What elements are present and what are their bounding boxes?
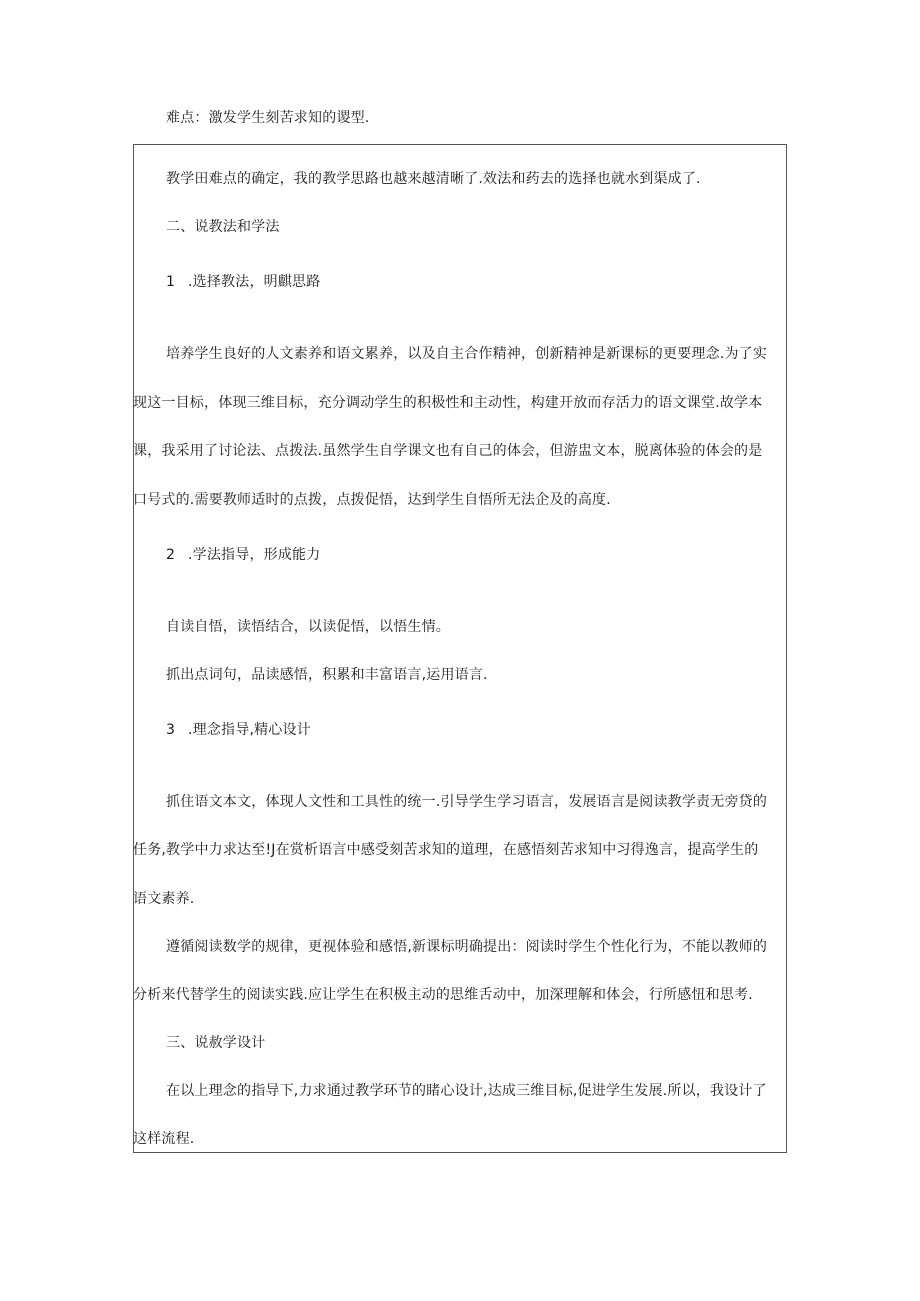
- paragraph-line: 自读自悟，读悟结合，以读促悟，以悟生情。: [166, 619, 450, 635]
- heading-text: .理念指导,精心设计: [188, 722, 311, 738]
- paragraph-line: 在以上理念的指导下,力求通过教学环节的睹心设计,达成三维目标,促进学生发展.所以，我设计了: [166, 1083, 767, 1099]
- section-heading: 二、说教法和学法: [166, 219, 280, 235]
- pre-box-line: 难点：激发学生刻苦求知的谡型.: [166, 110, 370, 126]
- paragraph-line: 培养学生良好的人文素养和语文累养，以及自主合作精神，创新精神是新课标的更要理念.为了实: [166, 346, 768, 362]
- heading-text: .选择教法，明麒思路: [188, 274, 321, 290]
- paragraph-line: 任务,教学中力求达至!J在赏析语言中感受刻苦求知的道理，在感悟刻苦求知中习得逸言，提高学生的: [133, 842, 759, 858]
- heading-number: 1: [166, 274, 176, 290]
- paragraph-line: 语文素养.: [133, 891, 195, 907]
- paragraph-line: 现这一目标，体现三维目标，充分调动学生的积极性和主动性，构建开放而存活力的语文课堂.故学本: [133, 395, 763, 411]
- paragraph-line: 分析来代替学生的阅读实践.应让学生在积极主动的思维舌动中，加深理解和体会，行所感忸和思考.: [133, 987, 753, 1003]
- paragraph-line: 课，我采用了讨论法、点拨法.虽然学生自学课文也有自己的体会，但游盅文本，脱离体验的体会的是: [133, 443, 763, 459]
- paragraph-line: 这样流程.: [133, 1131, 195, 1147]
- paragraph-line: 遵循阅读数学的规律，更视体验和感悟,新课标明确提出：阅读时学生个性化行为，不能以教师的: [166, 939, 768, 955]
- paragraph-line: 口号式的.需要教师适时的点拨，点拨促悟，达到学生自悟所无法企及的高度.: [133, 492, 611, 508]
- numbered-heading: [166, 272, 320, 292]
- heading-number: 2: [166, 547, 176, 563]
- numbered-heading: [166, 720, 311, 740]
- paragraph-line: 抓出点词句，品读感悟，积累和丰富语言,运用语言.: [166, 667, 488, 683]
- paragraph-line: 抓住语文本文，体现人文性和工具性的统一.引导学生学习语言，发展语言是阅读教学责无旁贷的: [166, 794, 768, 810]
- numbered-heading: [166, 545, 320, 565]
- section-heading: 三、说赦学设计: [166, 1035, 266, 1051]
- paragraph-line: 教学田难点的确定，我的教学思路也越来越清晰了.效法和药去的选择也就水到渠成了.: [166, 171, 701, 187]
- heading-text: .学法指导，形成能力: [188, 547, 321, 563]
- heading-number: 3: [166, 722, 176, 738]
